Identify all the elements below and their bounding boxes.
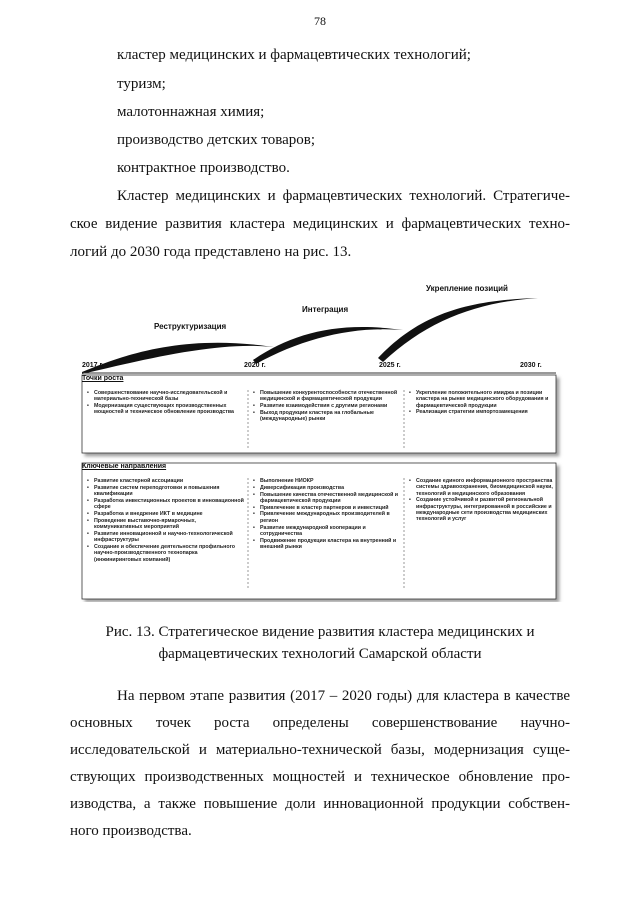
paragraph-line: На первом этапе развития (2017 – 2020 годы) для кластера в качестве <box>117 688 570 704</box>
list-item: туризм; <box>117 76 166 92</box>
year-label: 2030 г. <box>520 362 542 369</box>
year-label: 2025 г. <box>379 362 401 369</box>
stage-label: Укрепление позиций <box>426 284 508 293</box>
year-label: 2017 г. <box>82 362 104 369</box>
list-item: • Проведение выставочно-ярмарочных, коммуникативных мероприятий <box>94 518 244 531</box>
stage-arrow <box>82 343 280 374</box>
paragraph-line: основных точек роста определены совершенствование научно- <box>70 715 570 731</box>
list-item: • Развитие инновационной и научно-технологической инфраструктуры <box>94 531 244 544</box>
list-item: • Создание и обеспечение деятельности профильного научно-производственного технопарка (инжиниринговых компаний) <box>94 544 244 563</box>
list-item: малотоннажная химия; <box>117 104 265 120</box>
list-item: • Выход продукции кластера на глобальные (международные) рынки <box>260 410 400 423</box>
paragraph-line: ного производства. <box>70 823 192 839</box>
list-item: • Развитие систем переподготовки и повышения квалификации <box>94 485 244 498</box>
strategy-figure <box>68 278 570 602</box>
list-item: • Развитие взаимодействия с другими регионами <box>260 403 400 409</box>
paragraph-line: ское видение развития кластера медицинских и фармацевтических техно- <box>70 216 570 232</box>
list-item: • Привлечение международных производителей в регион <box>260 511 400 524</box>
list-item: • Разработка и внедрение ИКТ в медицине <box>94 511 244 517</box>
list-item: • Повышение конкурентоспособности отечественной медицинской и фармацевтической продукции <box>260 390 400 403</box>
list-item: • Совершенствование научно-исследовательской и материально-технической базы <box>94 390 244 403</box>
stage-arrow <box>378 298 538 362</box>
list-item: кластер медицинских и фармацевтических технологий; <box>117 47 471 63</box>
directions-list-1 <box>86 478 244 563</box>
list-item: • Диверсификация производства <box>260 485 400 491</box>
paragraph-line: исследовательской и материально-технической базы, модернизация суще- <box>70 742 570 758</box>
list-item: контрактное производство. <box>117 160 290 176</box>
page-number: 78 <box>314 14 326 28</box>
directions-list-2 <box>252 478 400 551</box>
list-item: • Модернизация существующих производственных мощностей и техническое обновление производства <box>94 403 244 416</box>
growth-list-1 <box>86 390 244 416</box>
list-item: • Развитие международной кооперации и сотрудничества <box>260 525 400 538</box>
list-item: производство детских товаров; <box>117 132 316 148</box>
paragraph-line: ствующих производственных мощностей и техническое обновление про- <box>70 769 570 785</box>
directions-title: Ключевые направления <box>82 463 167 470</box>
list-item: • Укрепление положительного имиджа и позиции кластера на рынке медицинского оборудования и фармацевтической продукции <box>416 390 556 409</box>
list-item: • Привлечение в кластер партнеров и инвестиций <box>260 505 400 511</box>
year-label: 2020 г. <box>244 362 266 369</box>
figure-caption: фармацевтических технологий Самарской области <box>158 646 482 662</box>
list-item: • Развитие кластерной ассоциации <box>94 478 244 484</box>
list-item: • Продвижение продукции кластера на внутренний и внешний рынки <box>260 538 400 551</box>
paragraph-line: логий до 2030 года представлено на рис. 13. <box>70 244 352 260</box>
growth-title: Точки роста <box>82 375 124 382</box>
list-item: • Создание устойчивой и развитой региональной инфраструктуры, интегрированной в российские и международные сети производства медицинских технологий и услуг <box>416 497 556 522</box>
list-item: • Реализация стратегии импортозамещения <box>416 409 556 415</box>
directions-list-3 <box>408 478 556 523</box>
stage-label: Реструктуризация <box>154 322 227 331</box>
figure-caption: Рис. 13. Стратегическое видение развития кластера медицинских и <box>105 624 535 640</box>
list-item: • Разработка инвестиционных проектов в инновационной сфере <box>94 498 244 511</box>
list-item: • Повышение качества отечественной медицинской и фармацевтической продукции <box>260 492 400 505</box>
list-item: • Создание единого информационного пространства системы здравоохранения, биомедицинской науки, технологий и медицинского образования <box>416 478 556 497</box>
paragraph-line: изводства, а также повышение доли инновационной продукции собствен- <box>70 796 570 812</box>
paragraph-line: Кластер медицинских и фармацевтических технологий. Стратегиче- <box>117 188 570 204</box>
list-item: • Выполнение НИОКР <box>260 478 400 484</box>
growth-list-2 <box>252 390 400 423</box>
stage-label: Интеграция <box>302 305 349 314</box>
growth-list-3 <box>408 390 556 416</box>
